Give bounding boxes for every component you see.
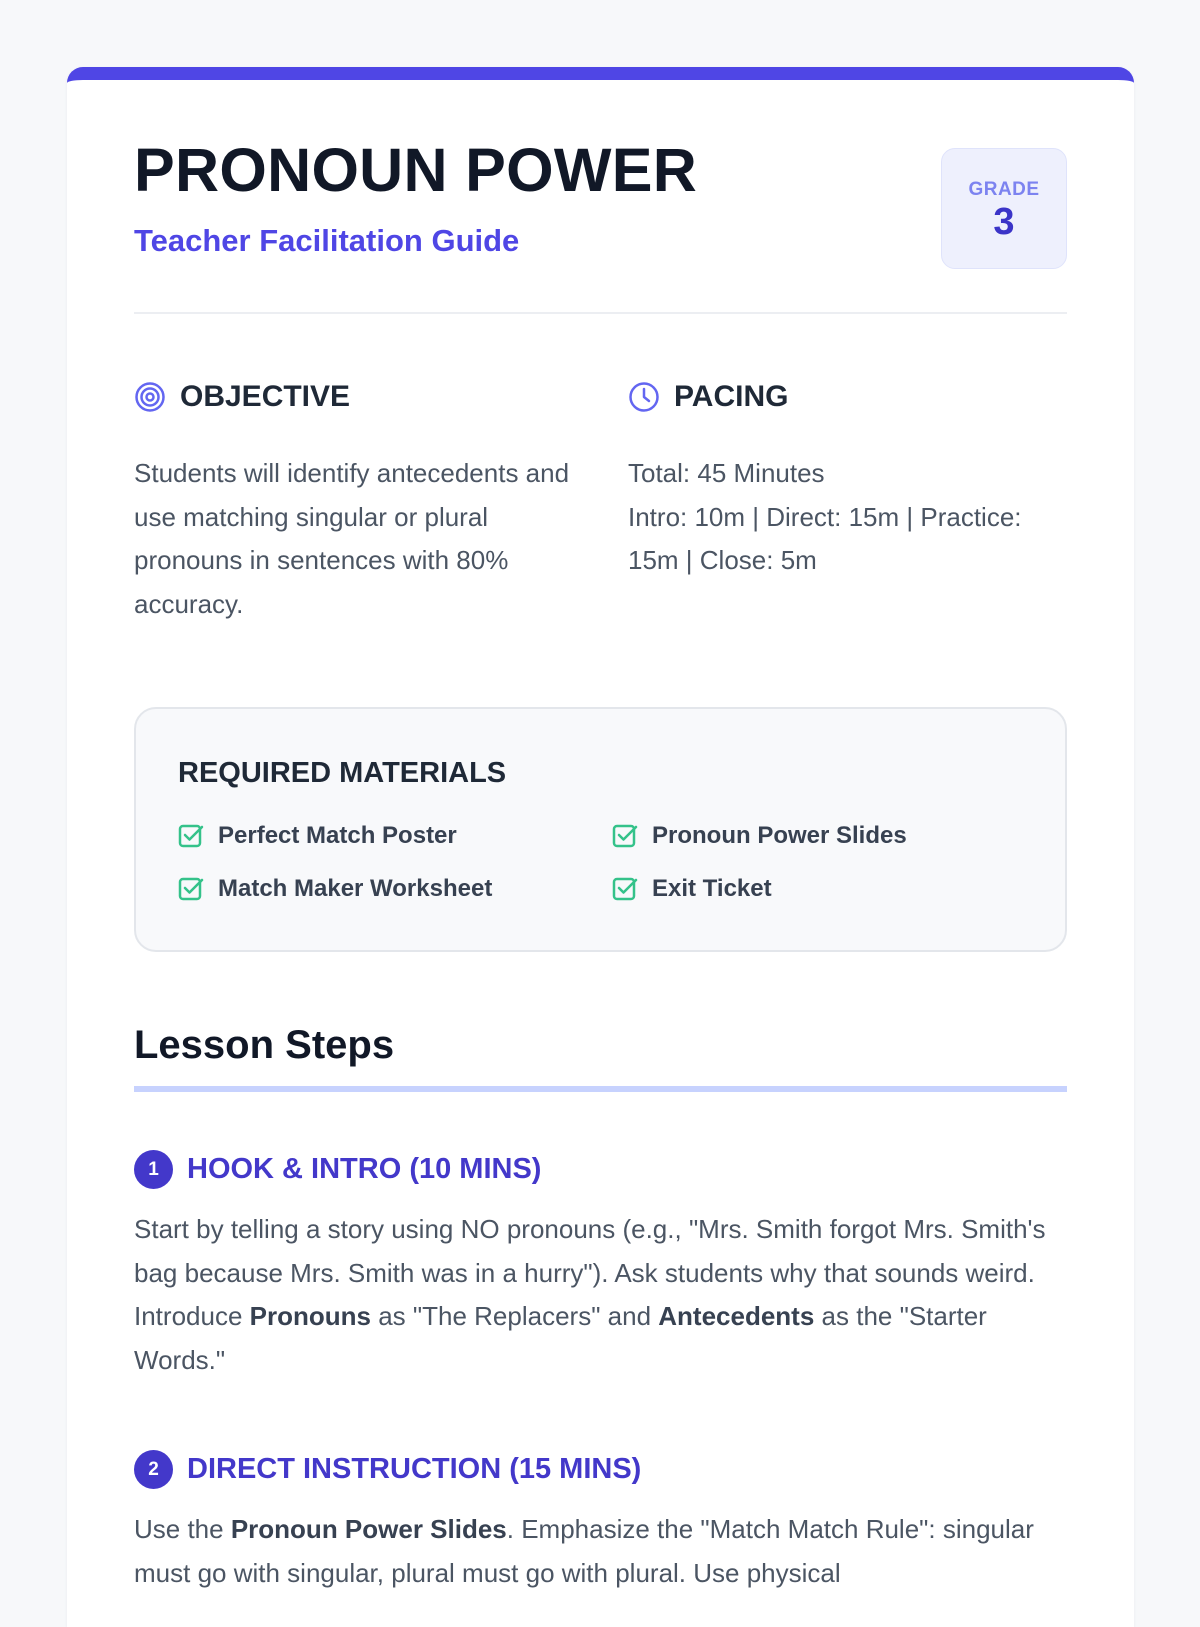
materials-heading: REQUIRED MATERIALS (178, 757, 507, 789)
material-label: Pronoun Power Slides (652, 822, 907, 849)
step-body-emphasis: Pronouns (249, 1301, 371, 1331)
checkbox-icon (178, 876, 204, 902)
header-divider (134, 312, 1067, 314)
pacing-heading-row (628, 380, 1068, 414)
step-number-badge: 2 (134, 1450, 173, 1489)
lesson-card (67, 67, 1134, 1627)
step-title: DIRECT INSTRUCTION (15 MINS) (187, 1453, 642, 1485)
objective-section (134, 380, 574, 626)
step-header (134, 1150, 541, 1189)
material-label: Perfect Match Poster (218, 822, 457, 849)
objective-heading: OBJECTIVE (180, 380, 351, 413)
material-item (178, 822, 457, 850)
pacing-text (628, 452, 1068, 583)
lesson-steps-rule (134, 1086, 1067, 1092)
material-label: Match Maker Worksheet (218, 875, 493, 902)
clock-icon (628, 381, 660, 413)
pacing-breakdown: Intro: 10m | Direct: 15m | Practice: 15m | Close: 5m (628, 501, 1022, 575)
checkbox-icon (612, 876, 638, 902)
checkbox-icon (612, 823, 638, 849)
material-item (178, 875, 492, 903)
grade-value: 3 (993, 201, 1015, 243)
step-body-text: Use the (134, 1514, 231, 1544)
pacing-section (628, 380, 1068, 583)
material-item (612, 875, 772, 903)
material-label: Exit Ticket (652, 875, 772, 902)
page-title: PRONOUN POWER (134, 136, 698, 204)
pacing-total: Total: 45 Minutes (628, 458, 825, 488)
grade-label: GRADE (968, 179, 1040, 200)
step-body-text: as the "Starter Words." (134, 1301, 987, 1375)
step-header (134, 1450, 641, 1489)
step-number-badge: 1 (134, 1150, 173, 1189)
page-subtitle: Teacher Facilitation Guide (134, 223, 520, 258)
grade-badge (941, 148, 1067, 269)
step-title: HOOK & INTRO (10 MINS) (187, 1153, 542, 1185)
step-body (134, 1208, 1067, 1382)
step-body (134, 1508, 1067, 1595)
target-icon (134, 381, 166, 413)
materials-box (134, 707, 1067, 952)
step-body-text: . Emphasize the "Match Match Rule": singular must go with singular, plural must go with plural. Use physical (134, 1514, 1034, 1588)
step-body-text: as "The Replacers" and (370, 1301, 659, 1331)
material-item (612, 822, 907, 850)
step-body-emphasis: Pronoun Power Slides (230, 1514, 507, 1544)
step-body-emphasis: Antecedents (658, 1301, 815, 1331)
pacing-heading: PACING (674, 380, 789, 413)
lesson-steps-heading: Lesson Steps (134, 1023, 395, 1067)
objective-heading-row (134, 380, 574, 414)
objective-text: Students will identify antecedents and use matching singular or plural pronouns in sentences with 80% accuracy. (134, 458, 570, 619)
checkbox-icon (178, 823, 204, 849)
step-body-text: Start by telling a story using NO pronouns (e.g., "Mrs. Smith forgot Mrs. Smith's bag because Mrs. Smith was in a hurry"). Ask students why that sounds weird. Introduce (134, 1214, 1046, 1331)
